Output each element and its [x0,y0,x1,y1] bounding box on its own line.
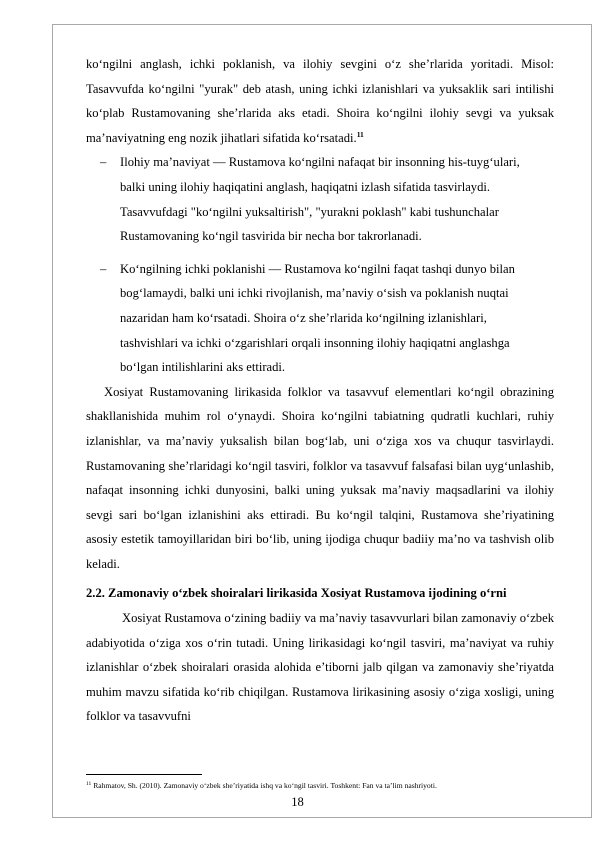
list-item [86,257,554,380]
footnote [86,781,437,790]
list-item [86,150,554,248]
list-item-text: Ilohiy ma’naviyat — Rustamova ko‘ngilni nafaqat bir insonning his-tuyg‘ulari, balki uning ilohiy haqiqatini anglash, haqiqatni izlash sifatida tasvirlaydi. Tasavvufdagi "ko‘ngilni yuksaltirish", "yurakni poklash" kabi tushunchalar Rustamovaning ko‘ngil tasvirida bir necha bor takrorlanadi. [120,155,520,244]
intro-paragraph: ko‘ngilni anglash, ichki poklanish, va ilohiy sevgini o‘z she’rlarida yoritadi. Misol: Tasavvufda ko‘ngilni "yurak" deb atash, uning ichki izlanishlari va yuksaklik sari intilishi ko‘plab Rustamovaning she’rlarida aks etadi. Shoira ko‘ngilni ilohiy sevgi va yuksak ma’naviyatning eng nozik jihatlari sifatida ko‘rsatadi.$^{11}$ [86,57,554,145]
page-number: 18 [291,795,304,809]
section-heading: 2.2. Zamonaviy o‘zbek shoiralari lirikasida Xosiyat Rustamova ijodining o‘rni [86,586,507,601]
dash-bullet-icon: – [100,261,107,276]
footnote-text: Rahmatov, Sh. (2010). Zamonaviy o‘zbek she’riyatida ishq va ko‘ngil tasviri. Toshkent: Fan va ta’lim nashriyoti. [91,781,437,790]
list-item-text: Ko‘ngilning ichki poklanishi — Rustamova ko‘ngilni faqat tashqi dunyo bilan bog‘lamaydi, balki uni ichki rivojlanish, ma’naviy o‘sish va poklanish nuqtai nazaridan ham ko‘rsatadi. Shoira o‘z she’rlarida ko‘ngilning izlanishlari, tashvishlari va ichki o‘zgarishlari orqali insonning ilohiy haqiqatni anglashga bo‘lgan intilishlarini aks ettiradi. [120,261,515,375]
footnote-reference: 11 [356,129,364,139]
footnote-mark: 11 [86,781,92,787]
page-body [86,52,554,729]
section-paragraph: Xosiyat Rustamova o‘zining badiiy va ma’naviy tasavvurlari bilan zamonaviy o‘zbek adabiyotida o‘ziga xos o‘rin tutadi. Uning lirikasidagi ko‘ngil tasviri, ma’naviyat va ruhiy izlanishlar o‘zbek shoiralari orasida alohida e’tiborni jalb qilgan va zamonaviy she’riyatda muhim mavzu sifatida ko‘rib chiqilgan. Rustamova lirikasining asosiy o‘ziga xosligi, uning folklor va tasavvufni [86,611,554,724]
footnote-divider [86,774,202,775]
dash-bullet-icon: – [100,155,107,170]
summary-paragraph: Xosiyat Rustamovaning lirikasida folklor va tasavvuf elementlari ko‘ngil obrazining shakllanishida muhim rol o‘ynaydi. Shoira ko‘ngilni tabiatning qudratli kuchlari, ruhiy izlanishlar, va ma’naviy yuksalish bilan bog‘lab, uni o‘ziga xos va chuqur tasvirlaydi. Rustamovaning she’rlaridagi ko‘ngil tasviri, folklor va tasavvuf falsafasi bilan uyg‘unlashib, nafaqat insonning ichki dunyosini, balki uning yuksak ma’naviy maqsadlarini va ilohiy sevgi sari bo‘lgan izlanishini aks ettiradi. Bu ko‘ngil talqini, Rustamova she’riyatining asosiy estetik tamoyillaridan biri bo‘lib, uning ijodiga chuqur badiiy ma’no va tashvish olib keladi. [86,384,554,571]
